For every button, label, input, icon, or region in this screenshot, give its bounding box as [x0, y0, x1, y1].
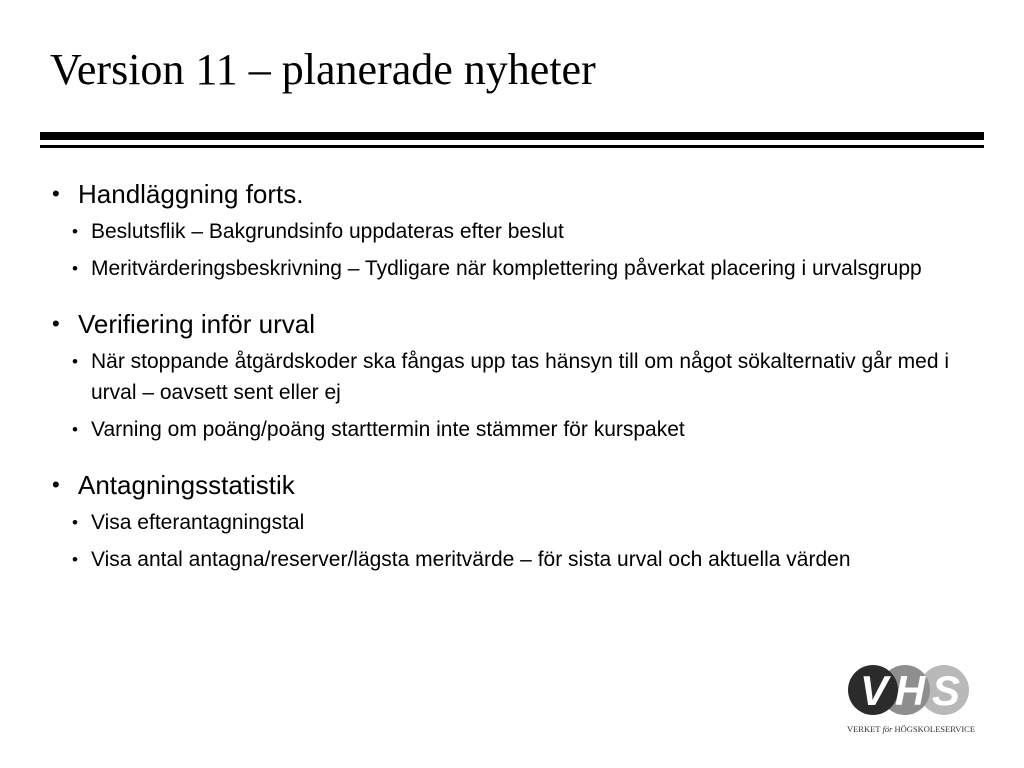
- bullet-level2: [50, 346, 980, 408]
- bullet-icon: •: [52, 311, 60, 336]
- title-divider-thick: [40, 132, 984, 140]
- sub-bullet-list: [50, 507, 980, 575]
- logo-tagline: [847, 724, 975, 734]
- section-verifiering: [50, 306, 980, 445]
- bullet-text: När stoppande åtgärdskoder ska fångas upp tas hänsyn till om något sökalternativ går med i urval – oavsett sent eller ej: [91, 350, 949, 404]
- bullet-text: Visa antal antagna/reserver/lägsta meritvärde – för sista urval och aktuella värden: [91, 548, 851, 571]
- bullet-level1: [50, 176, 980, 212]
- logo-tagline-part3: HÖGSKOLESERVICE: [894, 724, 976, 734]
- logo-tagline-part1: VERKET: [846, 724, 881, 734]
- bullet-icon: •: [72, 420, 78, 439]
- title-divider-thin: [40, 145, 984, 148]
- bullet-text: Meritvärderingsbeskrivning – Tydligare när komplettering påverkat placering i urvalsgrupp: [91, 257, 922, 280]
- bullet-icon: •: [72, 259, 78, 278]
- logo-letter-s: S: [931, 667, 961, 714]
- bullet-icon: •: [72, 222, 78, 241]
- bullet-content: [50, 176, 980, 581]
- section-heading: Handläggning forts.: [78, 179, 304, 209]
- bullet-level2: [50, 414, 980, 445]
- bullet-level2: [50, 216, 980, 247]
- bullet-level2: [50, 544, 980, 575]
- bullet-text: Varning om poäng/poäng starttermin inte stämmer för kurspaket: [91, 418, 685, 441]
- sub-bullet-list: [50, 216, 980, 284]
- bullet-icon: •: [72, 550, 78, 569]
- slide-title: Version 11 – planerade nyheter: [50, 45, 596, 94]
- sub-bullet-list: [50, 346, 980, 445]
- logo-letter-v: V: [859, 667, 889, 714]
- bullet-level2: [50, 253, 980, 284]
- vhs-logo: [826, 660, 996, 740]
- logo-tagline-part2: för: [882, 724, 893, 734]
- section-handlaggning: [50, 176, 980, 284]
- bullet-icon: •: [72, 513, 78, 532]
- bullet-icon: •: [52, 181, 60, 206]
- section-heading: Antagningsstatistik: [78, 470, 295, 500]
- bullet-level1: [50, 306, 980, 342]
- section-antagningsstatistik: [50, 467, 980, 575]
- bullet-level1: [50, 467, 980, 503]
- bullet-icon: •: [72, 352, 78, 371]
- section-heading: Verifiering inför urval: [78, 309, 315, 339]
- bullet-level2: [50, 507, 980, 538]
- bullet-icon: •: [52, 472, 60, 497]
- logo-letter-h: H: [894, 667, 926, 714]
- bullet-text: Beslutsflik – Bakgrundsinfo uppdateras efter beslut: [91, 220, 564, 243]
- bullet-text: Visa efterantagningstal: [91, 511, 305, 534]
